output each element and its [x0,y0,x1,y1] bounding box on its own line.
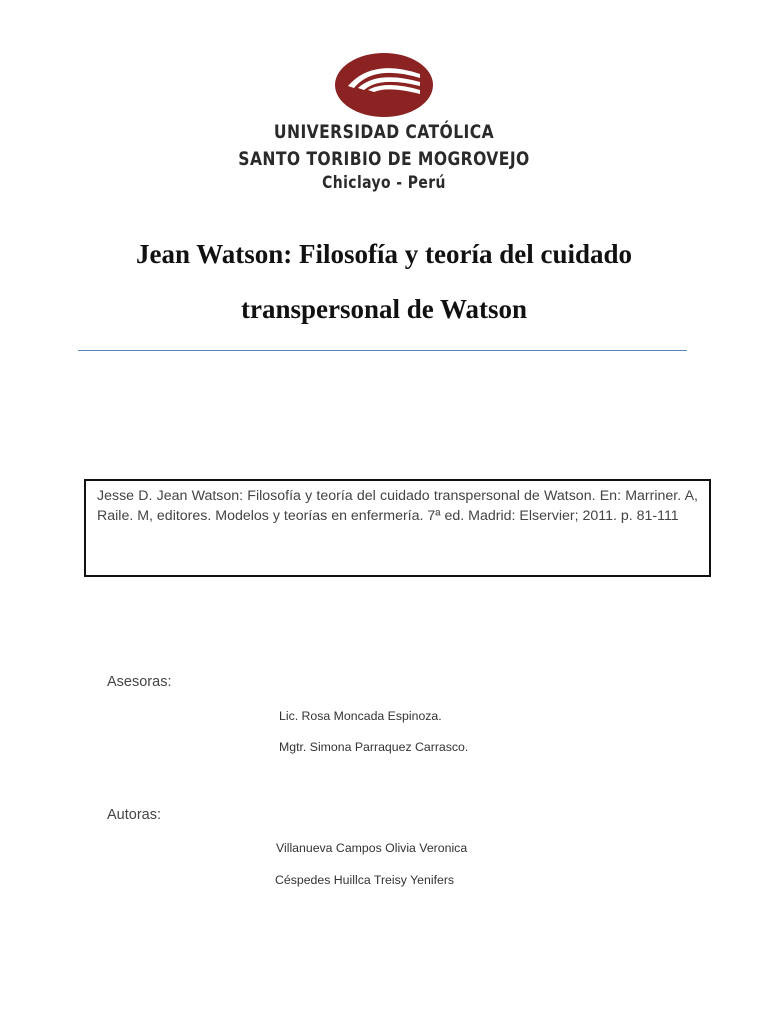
advisor-name: Mgtr. Simona Parraquez Carrasco. [279,740,469,754]
reference-box [84,479,711,577]
document-title-line1: Jean Watson: Filosofía y teoría del cuidado [135,239,633,269]
author-name: Céspedes Huillca Treisy Yenifers [275,873,455,887]
university-logo-emblem [334,52,434,118]
university-location: Chiclayo - Perú [322,173,446,193]
author-name: Villanueva Campos Olivia Veronica [276,841,468,855]
reference-citation: Jesse D. Jean Watson: Filosofía y teoría del cuidado transpersonal de Watson. En: Marriner. A, Raile. M, editores. Modelos y teorías en enfermería. 7ª ed. Madrid: Elservier; 2011. p. 81-111 [97,488,698,524]
document-title-line2: transpersonal de Watson [240,294,528,324]
university-name-line1: UNIVERSIDAD CATÓLICA [273,121,495,143]
university-name-line2: SANTO TORIBIO DE MOGROVEJO [238,148,530,170]
title-divider [78,350,687,351]
university-logo [0,52,768,122]
advisors-label: Asesoras: [107,674,172,690]
advisor-name: Lic. Rosa Moncada Espinoza. [279,709,442,723]
authors-label: Autoras: [107,807,161,823]
